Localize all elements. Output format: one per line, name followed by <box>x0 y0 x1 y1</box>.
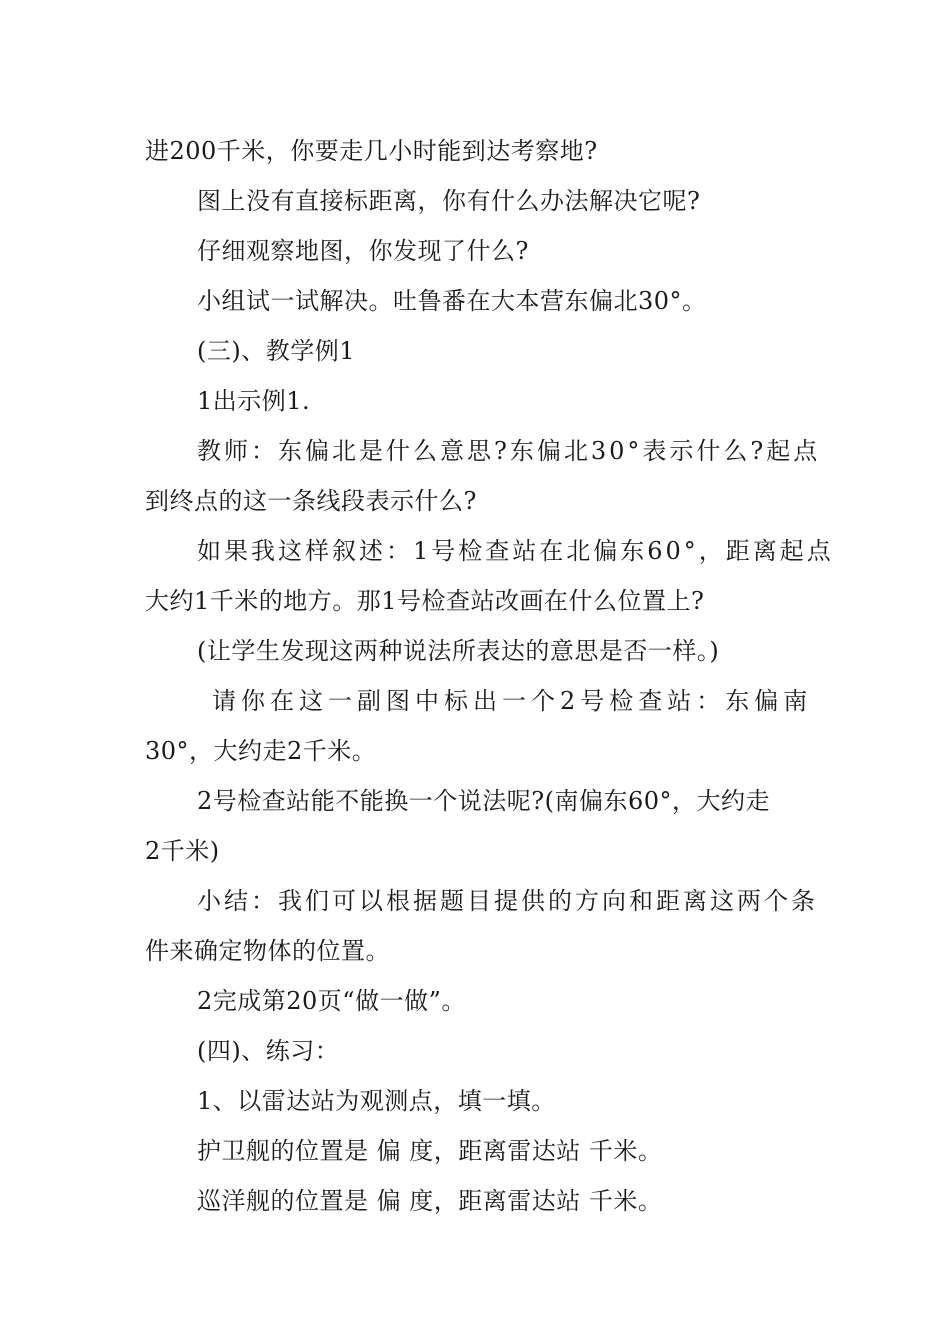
text-line: 进200千米，你要走几小时能到达考察地? <box>145 137 598 165</box>
text-line: 大约1千米的地方。那1号检查站改画在什么位置上? <box>145 587 705 615</box>
text-line: 1出示例1. <box>197 387 311 415</box>
section-heading: (四)、练习： <box>197 1037 340 1065</box>
text-line: 请你在这一副图中标出一个2号检查站：东偏南 <box>212 687 813 715</box>
section-heading: (三)、教学例1 <box>197 337 355 365</box>
text-line: 30°，大约走2千米。 <box>145 737 377 765</box>
text-line: 小组试一试解决。吐鲁番在大本营东偏北30°。 <box>197 287 707 315</box>
text-line: 仔细观察地图，你发现了什么? <box>197 237 529 265</box>
text-line: 1、以雷达站为观测点，填一填。 <box>197 1087 556 1115</box>
text-line: 巡洋舰的位置是 偏 度，距离雷达站 千米。 <box>197 1187 663 1215</box>
text-line: 图上没有直接标距离，你有什么办法解决它呢? <box>197 187 701 215</box>
text-line: 2完成第20页“做一做”。 <box>197 987 466 1015</box>
text-line: 护卫舰的位置是 偏 度，距离雷达站 千米。 <box>197 1137 663 1165</box>
text-line: 2千米) <box>145 837 220 865</box>
text-line: 件来确定物体的位置。 <box>145 937 390 965</box>
text-line: 教师：东偏北是什么意思?东偏北30°表示什么?起点 <box>197 437 821 465</box>
text-line: 如果我这样叙述：1号检查站在北偏东60°，距离起点 <box>197 537 834 565</box>
text-line: (让学生发现这两种说法所表达的意思是否一样。) <box>197 637 720 665</box>
text-line: 小结：我们可以根据题目提供的方向和距离这两个条 <box>197 887 818 915</box>
text-line: 2号检查站能不能换一个说法呢?(南偏东60°，大约走 <box>197 787 771 815</box>
text-line: 到终点的这一条线段表示什么? <box>145 487 477 515</box>
